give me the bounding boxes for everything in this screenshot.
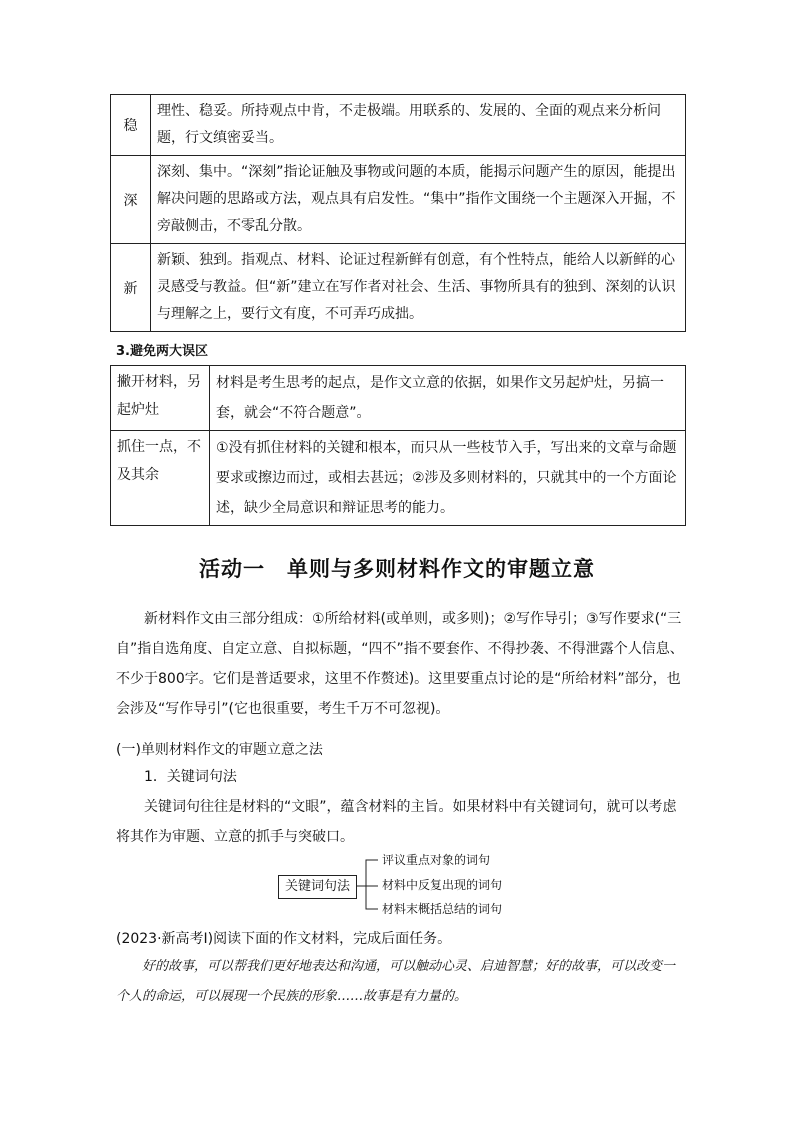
quality-key: 新 (111, 244, 151, 332)
quality-text: 理性、稳妥。所持观点中肯，不走极端。用联系的、发展的、全面的观点来分析问题，行文缜密妥当。 (151, 95, 686, 156)
table-row (111, 95, 686, 156)
material-quote: 好的故事，可以帮我们更好地表达和沟通，可以触动心灵、启迪智慧；好的故事，可以改变一个人的命运，可以展现一个民族的形象……故事是有力量的。 (116, 959, 676, 1004)
method-paragraph: 关键词句往往是材料的“文眼”，蕴含材料的主旨。如果材料中有关键词句，就可以考虑将其作为审题、立意的抓手与突破口。 (116, 799, 677, 845)
intro-paragraph: 新材料作文由三部分组成：①所给材料(或单则，或多则)；②写作导引；③写作要求(“三自”指自选角度、自定立意、自拟标题，“四不”指不要套作、不得抄袭、不得泄露个人信息、不少于800字。它们是普适要求，这里不作赘述)。这里要重点讨论的是“所给材料”部分，也会涉及“写作导引”(它也很重要，考生千万不可忽视)。 (116, 611, 684, 717)
method-heading: 1．关键词句法 (144, 769, 237, 785)
mistakes-table (110, 365, 686, 526)
qualities-table (110, 94, 686, 332)
mistake-text: 材料是考生思考的起点，是作文立意的依据，如果作文另起炉灶，另搞一套，就会“不符合题意”。 (210, 366, 686, 431)
table-row (111, 366, 686, 431)
quality-text: 新颖、独到。指观点、材料、论证过程新鲜有创意，有个性特点，能给人以新鲜的心灵感受与教益。但“新”建立在写作者对社会、生活、事物所具有的独到、深刻的认识与理解之上，要行文有度，不可弄巧成拙。 (151, 244, 686, 332)
table-row (111, 156, 686, 244)
section-title: 活动一 单则与多则材料作文的审题立意 (199, 557, 595, 581)
mistake-key: 撇开材料，另起炉灶 (111, 366, 210, 431)
diagram-branch: 材料中反复出现的词句 (382, 878, 503, 892)
subheading: (一)单则材料作文的审题立意之法 (116, 742, 323, 758)
quality-text: 深刻、集中。“深刻”指论证触及事物或问题的本质，能揭示问题产生的原因，能提出解决问题的思路或方法，观点具有启发性。“集中”指作文围绕一个主题深入开掘，不旁敲侧击，不零乱分散。 (151, 156, 686, 244)
keyword-method-diagram (270, 850, 530, 922)
mistake-text: ①没有抓住材料的关键和根本，而只从一些枝节入手，写出来的文章与命题要求或擦边而过，或相去甚远；②涉及多则材料的，只就其中的一个方面论述，缺少全局意识和辩证思考的能力。 (210, 431, 686, 526)
diagram-root-box: 关键词句法 (278, 875, 357, 899)
mistake-key: 抓住一点，不及其余 (111, 431, 210, 526)
table-row (111, 244, 686, 332)
diagram-branch: 评议重点对象的词句 (382, 853, 491, 867)
diagram-branch: 材料末概括总结的词句 (382, 902, 503, 916)
quality-key: 稳 (111, 95, 151, 156)
connector-bottom (366, 886, 378, 909)
connector-top (356, 860, 378, 886)
exam-source: (2023·新高考Ⅰ)阅读下面的作文材料，完成后面任务。 (116, 931, 452, 947)
quality-key: 深 (111, 156, 151, 244)
table-row (111, 431, 686, 526)
avoid-mistakes-heading: 3.避免两大误区 (116, 344, 208, 359)
